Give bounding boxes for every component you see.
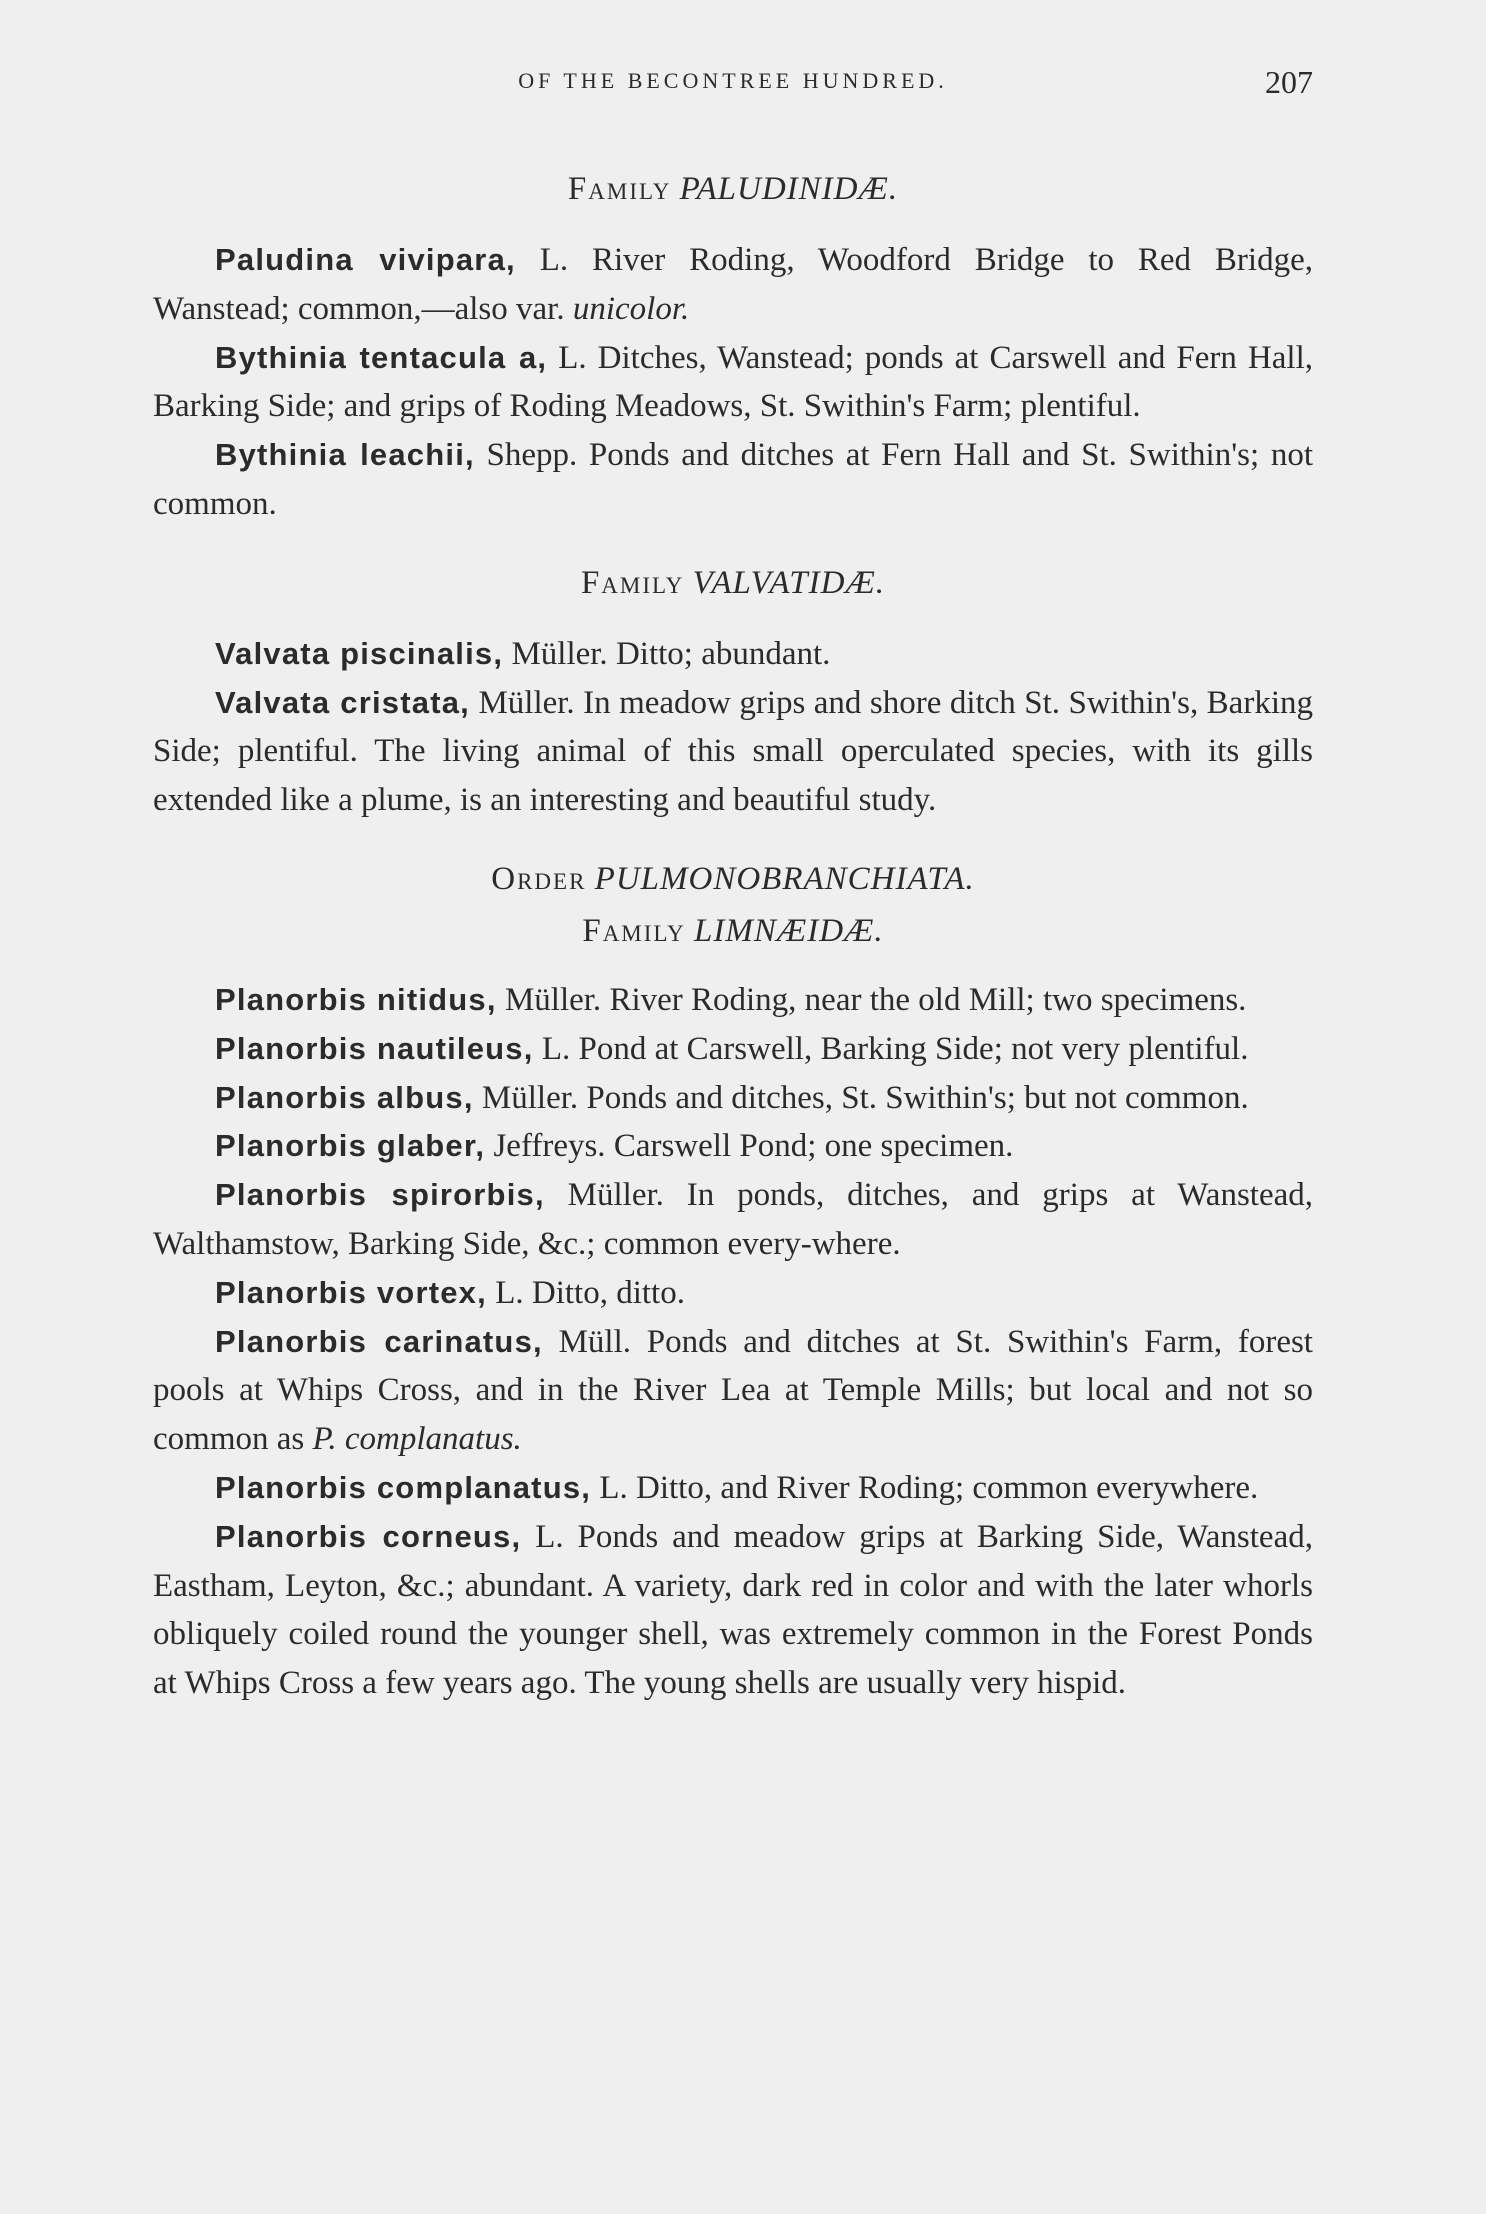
heading-name: PULMONOBRANCHIATA.: [594, 860, 975, 897]
variety-name: unicolor.: [572, 290, 690, 327]
species-name: Planorbis spirorbis,: [215, 1177, 545, 1213]
species-notes: River Roding, near the old Mill; two specimens.: [601, 981, 1247, 1018]
order-heading-pulmonobranchiata: [153, 854, 1313, 904]
species-name: Planorbis vortex,: [215, 1274, 487, 1310]
species-notes: Ponds and ditches at Fern Hall and St. Swithin's; not common.: [153, 437, 1314, 522]
heading-prefix: Family: [567, 171, 672, 207]
species-author: L.: [533, 1030, 571, 1067]
species-entry-planorbis-nitidus: [153, 976, 1313, 1025]
species-notes: Ditto, ditto.: [523, 1274, 685, 1311]
species-author: Müll.: [542, 1323, 632, 1360]
species-entry-planorbis-albus: [153, 1074, 1313, 1123]
species-entry-planorbis-vortex: [153, 1269, 1313, 1318]
running-title: OF THE BECONTREE HUNDRED.: [518, 68, 948, 93]
species-name: Bythinia tentacula a,: [215, 339, 548, 375]
species-author: L.: [486, 1274, 524, 1311]
species-author: Shepp.: [474, 437, 578, 474]
species-author: Jeffreys.: [485, 1128, 606, 1165]
species-notes: Ditches, Wanstead; ponds at Carswell and Fern Hall, Barking Side; and grips of Roding Meadows, St. Swithin's Farm; plentiful.: [153, 339, 1314, 425]
species-author: Müller.: [496, 981, 602, 1018]
species-entry-planorbis-nautileus: [153, 1025, 1313, 1074]
species-author: Müller.: [469, 684, 575, 721]
species-author: Müller.: [544, 1177, 664, 1214]
species-author: L.: [515, 242, 569, 278]
species-name: Planorbis carinatus,: [215, 1323, 543, 1359]
species-entry-paludina-vivipara: [153, 236, 1313, 334]
species-entry-valvata-piscinalis: [153, 630, 1313, 679]
page-body: [153, 150, 1313, 1708]
species-name: Planorbis albus,: [215, 1079, 474, 1115]
species-author: L.: [521, 1518, 564, 1555]
species-notes: Ditto; abundant.: [607, 635, 831, 672]
species-entry-planorbis-complanatus: [153, 1464, 1313, 1513]
running-head: [153, 64, 1313, 108]
species-notes: Ponds and meadow grips at Barking Side, Wanstead, Eastham, Leyton, &c.; abundant. A variety, dark red in color and with the later whorls obliquely coiled round the younger shell, was extremely common in the Forest Ponds at Whips Cross a few years ago. The young shells are usually very hispid.: [153, 1518, 1313, 1702]
species-notes: River Roding, Woodford Bridge to Red Bridge, Wanstead; common,—also var.: [153, 242, 1313, 327]
species-notes: Ponds and ditches at St. Swithin's Farm, forest pools at Whips Cross, and in the River Lea at Temple Mills; but local and not so common as: [153, 1323, 1313, 1458]
species-name: Planorbis nitidus,: [215, 981, 497, 1017]
species-entry-planorbis-spirorbis: [153, 1171, 1313, 1269]
species-notes: Ditto, and River Roding; common everywhere.: [627, 1469, 1259, 1506]
species-notes: Pond at Carswell, Barking Side; not very plentiful.: [570, 1030, 1249, 1067]
heading-prefix: Order: [491, 860, 587, 897]
species-notes: Ponds and ditches, St. Swithin's; but not common.: [578, 1079, 1249, 1116]
species-author: Müller.: [503, 635, 608, 672]
species-entry-planorbis-carinatus: [153, 1318, 1313, 1464]
species-name: Valvata cristata,: [215, 684, 470, 720]
cross-reference-species: P. complanatus.: [312, 1421, 522, 1458]
species-entry-bythinia-tentacula: [153, 334, 1313, 432]
species-entry-valvata-cristata: [153, 679, 1313, 825]
species-author: L.: [547, 339, 587, 376]
family-heading-limnaeidae: [153, 906, 1313, 956]
page-number: 207: [1265, 64, 1313, 100]
species-author: L.: [591, 1469, 628, 1506]
heading-name: PALUDINIDÆ.: [679, 171, 899, 207]
family-heading-valvatidae: [153, 558, 1313, 608]
species-entry-planorbis-glaber: [153, 1122, 1313, 1171]
species-name: Planorbis nautileus,: [215, 1030, 534, 1066]
species-notes: In meadow grips and shore ditch St. Swithin's, Barking Side; plentiful. The living animal of this small operculated species, with its gills extended like a plume, is an interesting and beautiful study.: [153, 684, 1313, 819]
species-notes: Carswell Pond; one specimen.: [605, 1128, 1014, 1165]
species-author: Müller.: [473, 1079, 579, 1116]
family-heading-paludinidae: [153, 164, 1313, 214]
species-entry-bythinia-leachii: [153, 431, 1313, 529]
species-name: Planorbis corneus,: [215, 1518, 522, 1554]
heading-prefix: Family: [580, 564, 685, 601]
heading-prefix: Family: [582, 912, 686, 949]
heading-name: LIMNÆIDÆ.: [694, 912, 884, 949]
species-notes: In ponds, ditches, and grips at Wanstead, Walthamstow, Barking Side, &c.; common every-where.: [153, 1177, 1313, 1262]
species-name: Paludina vivipara,: [215, 242, 516, 277]
species-name: Planorbis glaber,: [215, 1128, 486, 1164]
species-name: Bythinia leachii,: [215, 437, 475, 473]
species-entry-planorbis-corneus: [153, 1513, 1313, 1708]
species-name: Planorbis complanatus,: [215, 1469, 592, 1505]
heading-name: VALVATIDÆ.: [692, 564, 886, 601]
species-name: Valvata piscinalis,: [215, 635, 504, 671]
